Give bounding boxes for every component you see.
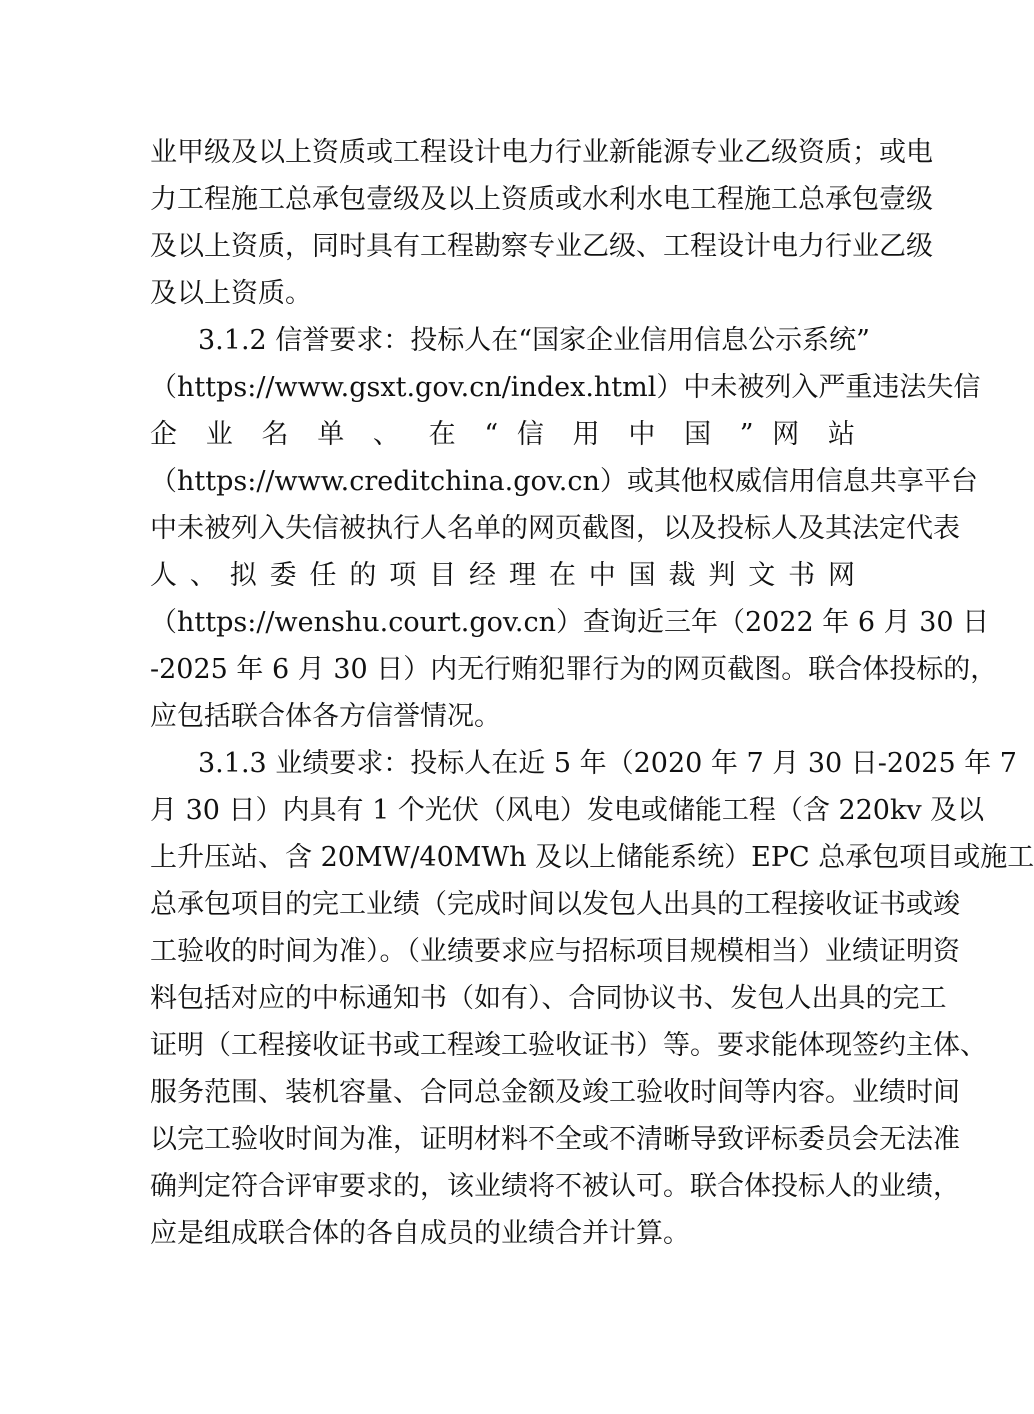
text-line: 料包括对应的中标通知书（如有）、合同协议书、发包人出具的完工 bbox=[150, 983, 947, 1014]
text-line: 业甲级及以上资质或工程设计电力行业新能源专业乙级资质；或电 bbox=[150, 137, 933, 168]
text-line: 证明（工程接收证书或工程竣工验收证书）等。要求能体现签约主体、 bbox=[150, 1030, 987, 1061]
text-line: 服务范围、装机容量、合同总金额及竣工验收时间等内容。业绩时间 bbox=[150, 1077, 960, 1108]
text-line: 工验收的时间为准）。（业绩要求应与招标项目规模相当）业绩证明资 bbox=[150, 936, 960, 967]
text-line: 上升压站、含 20MW/40MWh 及以上储能系统）EPC 总承包项目或施工 bbox=[150, 842, 1034, 873]
text-line: 月 30 日）内具有 1 个光伏（风电）发电或储能工程（含 220kv 及以 bbox=[150, 795, 985, 826]
text-line: 应是组成联合体的各自成员的业绩合并计算。 bbox=[150, 1218, 690, 1249]
text-line: 及以上资质。 bbox=[150, 278, 312, 309]
text-line: 3.1.2 信誉要求：投标人在“国家企业信用信息公示系统” bbox=[198, 325, 870, 356]
text-line: 人 、 拟 委 任 的 项 目 经 理 在 中 国 裁 判 文 书 网 bbox=[150, 560, 855, 591]
text-line: 应包括联合体各方信誉情况。 bbox=[150, 701, 501, 732]
text-line: （https://wenshu.court.gov.cn）查询近三年（2022 年 6 月 30 日 bbox=[150, 607, 990, 638]
text-line: 企 业 名 单 、 在 “ 信 用 中 国 ” 网 站 bbox=[150, 419, 855, 450]
text-line: 3.1.3 业绩要求：投标人在近 5 年（2020 年 7 月 30 日-2025 年 7 bbox=[198, 748, 1017, 779]
text-line: 中未被列入失信被执行人名单的网页截图，以及投标人及其法定代表 bbox=[150, 513, 960, 544]
text-line: -2025 年 6 月 30 日）内无行贿犯罪行为的网页截图。联合体投标的， bbox=[150, 654, 998, 685]
text-line: （https://www.gsxt.gov.cn/index.html）中未被列入严重违法失信 bbox=[150, 372, 981, 403]
text-line: 以完工验收时间为准，证明材料不全或不清晰导致评标委员会无法准 bbox=[150, 1124, 960, 1155]
text-line: 及以上资质，同时具有工程勘察专业乙级、工程设计电力行业乙级 bbox=[150, 231, 933, 262]
text-line: 力工程施工总承包壹级及以上资质或水利水电工程施工总承包壹级 bbox=[150, 184, 933, 215]
text-line: 总承包项目的完工业绩（完成时间以发包人出具的工程接收证书或竣 bbox=[150, 889, 960, 920]
text-line: 确判定符合评审要求的，该业绩将不被认可。联合体投标人的业绩， bbox=[150, 1171, 960, 1202]
text-line: （https://www.creditchina.gov.cn）或其他权威信用信息共享平台 bbox=[150, 466, 978, 497]
